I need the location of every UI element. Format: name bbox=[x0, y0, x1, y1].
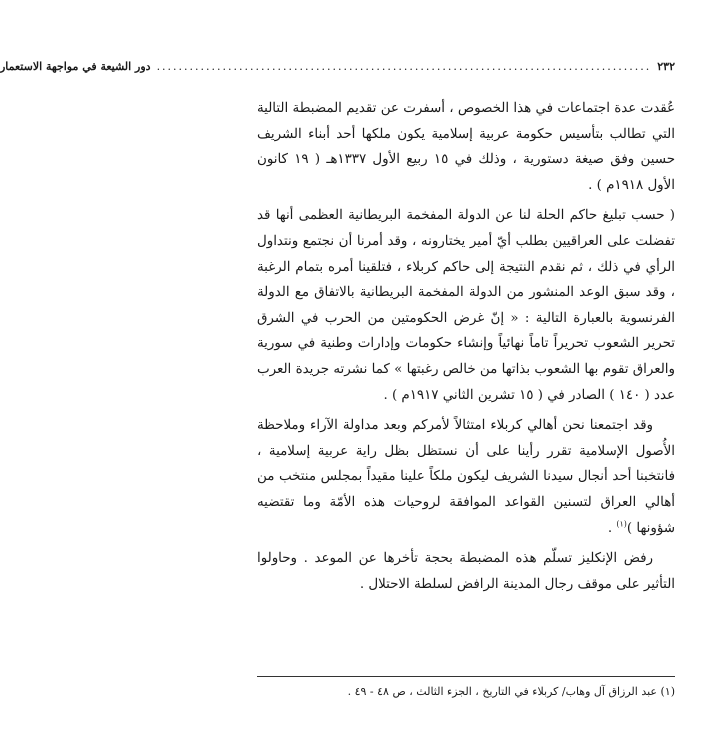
paragraph-4 bbox=[257, 546, 675, 597]
page-number: ٢٣٢ bbox=[657, 60, 675, 73]
paragraph-3-text: وقد اجتمعنا نحن أهالي كربلاء امتثالاً لأمركم وبعد مداولة الآراء وملاحظة الأُصول الإسلامية تقرر رأينا على أن نستظل بظل راية عربية إسلامية ، فانتخبنا أحد أنجال سيدنا الشريف ليكون ملكاً علينا مقيداً بمجلس منتخب من أهالي العراق لتسنين القواعد الموافقة لروحيات هذه الأمّة وما تقتضيه شؤونها ) bbox=[257, 418, 675, 536]
leader-dots: .......................................................................................... bbox=[156, 60, 652, 73]
paragraph-1-text: عُقدت عدة اجتماعات في هذا الخصوص ، أسفرت عن تقديم المضبطة التالية التي تطالب بتأسيس حكومة عربية إسلامية يكون ملكها أحد أبناء الشريف حسين وفق صيغة دستورية ، وذلك في ١٥ ربيع الأول ١٣٣٧هـ ( ١٩ كانون الأول ١٩١٨م ) . bbox=[257, 101, 675, 193]
paragraph-2 bbox=[257, 203, 675, 408]
paragraph-4-text: رفض الإنكليز تسلّم هذه المضبطة بحجة تأخرها عن الموعد . وحاولوا التأثير على موقف رجال المدينة الرافض لسلطة الاحتلال . bbox=[257, 551, 675, 592]
running-title: دور الشيعة في مواجهة الاستعمار bbox=[0, 60, 151, 73]
main-text bbox=[257, 96, 675, 597]
footnote: (١) عبد الرزاق آل وهاب/ كربلاء في التاريخ ، الجزء الثالث ، ص ٤٨ - ٤٩ . bbox=[347, 685, 675, 698]
paragraph-3: وقد اجتمعنا نحن أهالي كربلاء امتثالاً لأمركم وبعد مداولة الآراء وملاحظة الأُصول الإسلامية تقرر رأينا على أن نستظل بظل راية عربية إسلامية ، فانتخبنا أحد أنجال سيدنا الشريف ليكون ملكاً علينا مقيداً بمجلس منتخب من أهالي العراق لتسنين القواعد الموافقة لروحيات هذه الأمّة وما تقتضيه شؤونها )$^{(١)}$ . bbox=[257, 418, 675, 536]
footnote-divider bbox=[257, 676, 675, 677]
running-head bbox=[0, 60, 675, 73]
footnote-reference[interactable]: (١) bbox=[616, 519, 627, 529]
paragraph-2-text: ( حسب تبليغ حاكم الحلة لنا عن الدولة المفخمة البريطانية العظمى أنها قد تفضلت على العراقيين بطلب أيّ أمير يختارونه ، وقد أمرنا أن نجتمع ونتداول الرأي في ذلك ، ثم نقدم النتيجة إلى حاكم كربلاء ، فتلقينا أمره بتمام الرغبة ، وقد سبق الوعد المنشور من الدولة المفخمة البريطانية بالاتفاق مع الدولة الفرنسوية بالعبارة التالية : « إنّ غرض الحكومتين من الحرب في الشرق تحرير الشعوب تحريراً تاماً نهائياً وإنشاء حكومات وإدارات وطنية في سورية والعراق تقوم بها الشعوب بذاتها من خالص رغبتها » كما نشرته جريدة العرب عدد ( ١٤٠ ) الصادر في ( ١٥ تشرين الثاني ١٩١٧م ) . bbox=[257, 208, 675, 403]
paragraph-1 bbox=[257, 96, 675, 198]
